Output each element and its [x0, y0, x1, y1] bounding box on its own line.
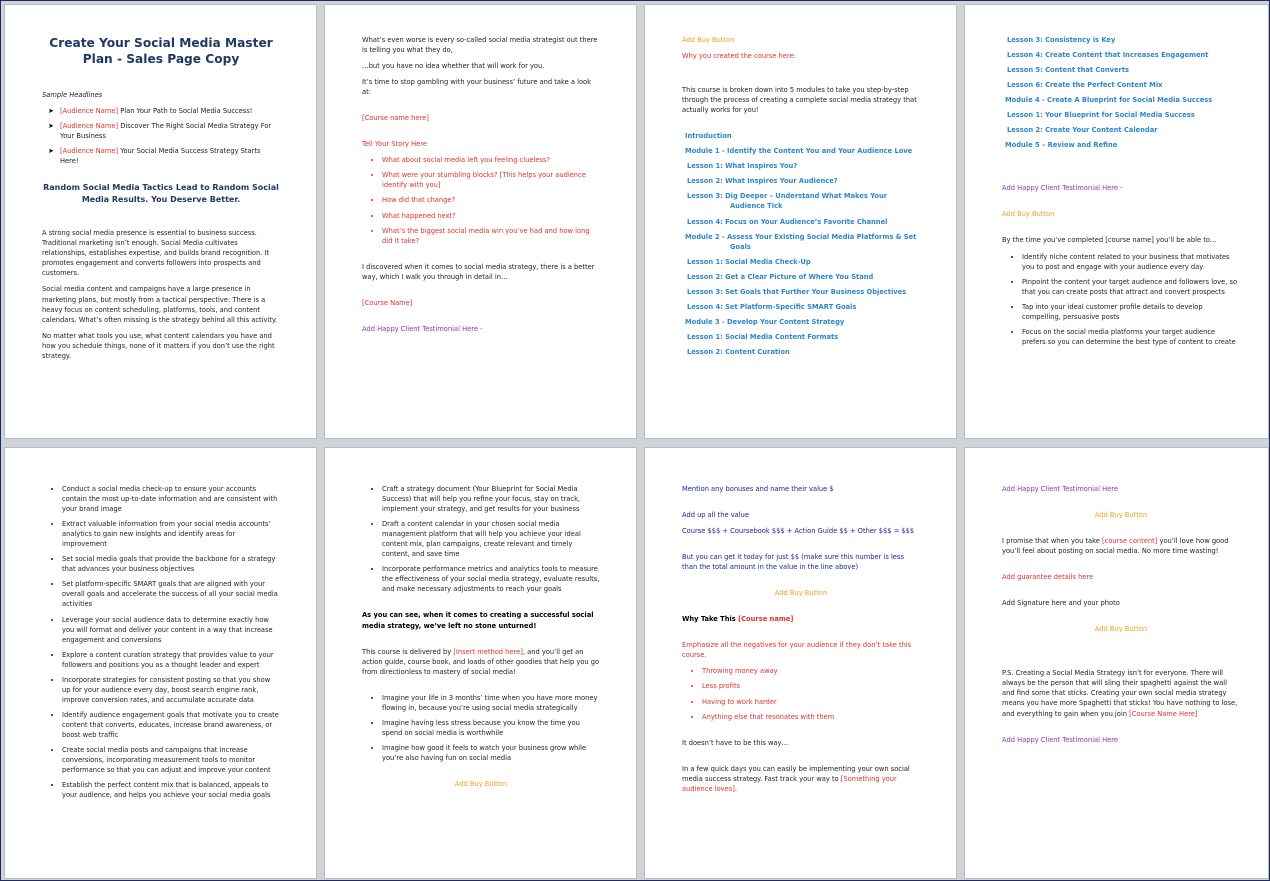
imagine-item: • Imagine how good it feels to watch your business grow while you’re also having fun on social media [382, 743, 600, 763]
outline-module: Module 3 - Develop Your Content Strategy [685, 317, 845, 326]
benefit-list [362, 484, 600, 594]
negatives-list [682, 666, 920, 721]
value-label: Add up all the value [682, 511, 749, 520]
outline-lesson: Lesson 4: Set Platform-Specific SMART Goals [687, 302, 857, 311]
negative-item: • Throwing money away [702, 666, 920, 676]
course-name-placeholder: [Course Name Here] [1129, 709, 1198, 718]
benefit-item: • Extract valuable information from your social media accounts’ analytics to gain new insights and identify areas for improvement [62, 519, 280, 549]
body-paragraph: It doesn’t have to be this way… [682, 738, 789, 747]
subheadline: Random Social Media Tactics Lead to Random Social Media Results. You Deserve Better. [43, 183, 279, 205]
audience-loves-placeholder: [Something your audience loves] [682, 774, 897, 793]
fast-track-text: In a few quick days you can easily be implementing your own social media success strategy. Fast track your way to [682, 764, 910, 783]
body-paragraph: It’s time to stop gambling with your business’ future and take a look at: [362, 78, 592, 97]
delivery-paragraph [362, 647, 600, 677]
buy-button-placeholder: Add Buy Button [1094, 625, 1148, 634]
outline-lesson: Lesson 2: Get a Clear Picture of Where You Stand [687, 272, 874, 281]
guarantee-placeholder: Add guarantee details here [1002, 573, 1094, 582]
benefit-item: • Conduct a social media check-up to ensure your accounts contain the most up-to-date information and are consistent with your brand image [62, 484, 280, 514]
outline-module: Module 4 - Create A Blueprint for Social Media Success [1005, 96, 1213, 105]
delivery-text: This course is delivered by [362, 647, 454, 656]
value-sum: Course $$$ + Coursebook $$$ + Action Guide $$ + Other $$$ = $$$ [682, 527, 915, 536]
story-item: • What happened next? [382, 211, 600, 221]
outline-lesson: Lesson 2: Content Curation [687, 347, 790, 356]
benefit-item: • Incorporate performance metrics and analytics tools to measure the effectiveness of your social media strategy, evaluate results, and make necessary adjustments to reach your goals [382, 564, 600, 594]
headline-item [48, 146, 280, 166]
benefit-item: • Tap into your ideal customer profile details to develop compelling, persuasive posts [1022, 302, 1240, 322]
body-paragraph: I discovered when it comes to social media strategy, there is a better way, which I walk you through in detail in… [362, 262, 595, 281]
page-6 [324, 447, 637, 879]
benefit-item: • Explore a content curation strategy that provides value to your followers and positions you as a thought leader and expert [62, 650, 280, 670]
outline-lesson: Lesson 3: Dig Deeper – Understand What Makes Your Audience Tick [687, 192, 888, 211]
arrow-icon: ➤ [48, 122, 54, 131]
body-paragraph: …but you have no idea whether that will work for you. [362, 62, 545, 71]
headline-text: Discover The Right Social Media Strategy For Your Business [60, 122, 272, 141]
benefit-item: • Set platform-specific SMART goals that are aligned with your overall goals and accelerate the success of all your social media activities [62, 579, 280, 609]
negative-item: • Less profits [702, 681, 920, 691]
body-paragraph: What’s even worse is every so-called social media strategist out there is telling you what they do, [362, 36, 598, 55]
negative-item: • Anything else that resonates with them [702, 712, 920, 722]
arrow-icon: ➤ [48, 147, 54, 156]
story-item: • What’s the biggest social media win you’ve had and how long did it take? [382, 226, 600, 246]
buy-button-placeholder: Add Buy Button [1094, 511, 1148, 520]
page-3 [644, 4, 957, 439]
page-8 [964, 447, 1269, 879]
promise-text: I promise that when you take [1002, 537, 1103, 546]
imagine-list [362, 693, 600, 763]
ps-text: P.S. Creating a Social Media Strategy isn’t for everyone. There will always be the person that will sling their spaghetti against the wall and find some that sticks. Creating your own social media strategy means you have more Spaghetti that sticks! You have nothing to lose, and everything to gain when you join [1002, 669, 1238, 718]
why-created-placeholder: Why you created the course here: [682, 52, 796, 61]
story-item: • How did that change? [382, 195, 600, 205]
story-list [362, 155, 600, 245]
benefit-item: • Create social media posts and campaigns that increase conversions, incorporating measurement tools to monitor performance so that you can adjust and improve your content [62, 745, 280, 775]
buy-button-placeholder: Add Buy Button [774, 589, 828, 598]
benefit-list [42, 484, 280, 800]
headline-text: Your Social Media Success Strategy Starts Here! [60, 147, 261, 166]
fast-track-paragraph [682, 764, 920, 794]
story-label: Tell Your Story Here [362, 140, 427, 149]
benefit-item: • Incorporate strategies for consistent posting so that you show up for your audience every day, boost search engine rank, improve conversion rates, and accumulate accurate data [62, 675, 280, 705]
buy-button-placeholder: Add Buy Button [1002, 210, 1055, 219]
fast-track-end: . [734, 784, 737, 793]
outline-lesson: Lesson 1: What Inspires You? [687, 162, 798, 171]
method-placeholder: [Insert method here] [453, 647, 523, 656]
course-content-placeholder: [course content] [1102, 537, 1158, 546]
body-paragraph: No matter what tools you use, what content calendars you have and how you schedule things, none of it matters if you don’t use the right strategy. [42, 331, 275, 360]
body-paragraph: By the time you’ve completed [course name] you’ll be able to… [1002, 236, 1217, 245]
audience-tag: [Audience Name] [60, 147, 119, 156]
signature-placeholder: Add Signature here and your photo [1002, 599, 1120, 608]
page-1 [4, 4, 317, 439]
headline-list [42, 106, 280, 166]
headline-text: Plan Your Path to Social Media Success! [118, 106, 253, 115]
headline-item [48, 106, 280, 116]
imagine-item: • Imagine having less stress because you know the time you spend on social media is worthwhile [382, 718, 600, 738]
page-7 [644, 447, 957, 879]
outline-lesson: Lesson 3: Set Goals that Further Your Business Objectives [687, 287, 907, 296]
page-2 [324, 4, 637, 439]
outline-module: Module 1 - Identify the Content You and Your Audience Love [685, 147, 913, 156]
course-name-placeholder: [Course name here] [362, 114, 429, 123]
course-name-placeholder: [Course Name] [362, 298, 413, 307]
why-take-heading [682, 614, 920, 624]
outline-lesson: Lesson 2: What Inspires Your Audience? [687, 177, 838, 186]
bold-statement: As you can see, when it comes to creating a successful social media strategy, we’ve left no stone unturned! [362, 611, 594, 630]
benefit-list [1002, 252, 1240, 347]
benefit-item: • Draft a content calendar in your chosen social media management platform that will help you achieve your ideal content mix, plan campaigns, create relevant and timely content, and save time [382, 519, 600, 559]
outline-lesson: Lesson 6: Create the Perfect Content Mix [1007, 81, 1163, 90]
emphasize-note: Emphasize all the negatives for your audience if they don’t take this course. [682, 641, 912, 660]
buy-button-placeholder: Add Buy Button [682, 36, 735, 44]
document-title: Create Your Social Media Master Plan - Sales Page Copy [49, 36, 273, 67]
arrow-icon: ➤ [48, 106, 54, 115]
outline-lesson: Lesson 3: Consistency is Key [1007, 36, 1116, 44]
testimonial-placeholder: Add Happy Client Testimonial Here [1002, 735, 1118, 744]
benefit-item: • Leverage your social audience data to determine exactly how you will format and deliver your content in a way that increase engagement and conversions [62, 615, 280, 645]
benefit-item: • Pinpoint the content your target audience and followers love, so that you can create posts that attract and convert prospects [1022, 277, 1240, 297]
audience-tag: [Audience Name] [60, 106, 119, 115]
buy-button-placeholder: Add Buy Button [454, 779, 508, 788]
outline-lesson: Lesson 4: Focus on Your Audience’s Favorite Channel [687, 217, 888, 226]
outline-lesson: Lesson 1: Social Media Check-Up [687, 257, 811, 266]
delivery-text: , and you’ll get an action guide, course book, and loads of other goodies that help you go from directionless to mastery of social media! [362, 647, 600, 676]
testimonial-placeholder: Add Happy Client Testimonial Here - [362, 324, 483, 333]
story-item: • What about social media left you feeling clueless? [382, 155, 600, 165]
benefit-item: • Establish the perfect content mix that is balanced, appeals to your audience, and helps you achieve your social media goals [62, 780, 280, 800]
price-line: But you can get it today for just $$ (make sure this number is less than the total amount in the value in the line above) [682, 553, 904, 572]
sample-headlines-label: Sample Headlines [42, 90, 103, 99]
promise-paragraph [1002, 536, 1240, 556]
headline-item [48, 121, 280, 141]
negative-item: • Having to work harder [702, 697, 920, 707]
testimonial-placeholder: Add Happy Client Testimonial Here - [1002, 184, 1123, 193]
body-paragraph: A strong social media presence is essential to business success. Traditional marketing isn’t enough. Social Media cultivates relationships, establishes expertise, and builds brand recognition. It promotes engagement and converts followers into prospects and customers. [42, 229, 270, 278]
story-item: • What were your stumbling blocks? [This helps your audience identify with you] [382, 170, 600, 190]
benefit-item: • Craft a strategy document (Your Blueprint for Social Media Success) that will help you refine your focus, stay on track, implement your strategy, and get results for your business [382, 484, 600, 514]
page-5 [4, 447, 317, 879]
imagine-item: • Imagine your life in 3 months’ time when you have more money flowing in, because you’re using social media strategically [382, 693, 600, 713]
course-name-placeholder: [Course name] [738, 615, 794, 624]
outline-lesson: Lesson 4: Create Content that Increases Engagement [1007, 51, 1209, 60]
page-4 [964, 4, 1269, 439]
bonuses-placeholder: Mention any bonuses and name their value $ [682, 485, 834, 493]
benefit-item: • Identify audience engagement goals that motivate you to create content that converts, educates, increase brand awareness, or boost web traffic [62, 710, 280, 740]
outline-module: Module 5 – Review and Refine [1005, 141, 1118, 150]
testimonial-placeholder: Add Happy Client Testimonial Here [1002, 485, 1118, 493]
promise-text: you’ll love how good you’ll feel about posting on social media. No more time wasting! [1002, 537, 1229, 556]
outline-lesson: Lesson 1: Social Media Content Formats [687, 332, 839, 341]
why-take-text: Why Take This [682, 615, 739, 624]
benefit-item: • Focus on the social media platforms your target audience prefers so you can determine the best type of content to create [1022, 327, 1240, 347]
benefit-item: • Set social media goals that provide the backbone for a strategy that advances your business objectives [62, 554, 280, 574]
outline-module: Introduction [685, 132, 732, 141]
outline-lesson: Lesson 5: Content that Converts [1007, 66, 1130, 75]
outline-lesson: Lesson 1: Your Blueprint for Social Media Success [1007, 111, 1195, 120]
audience-tag: [Audience Name] [60, 122, 119, 131]
body-paragraph: Social media content and campaigns have a large presence in marketing plans, but mostly from a tactical perspective: There is a heavy focus on content scheduling, platforms, tools, and content calendars. What’s often missing is the strategy behind all this activity. [42, 285, 278, 324]
ps-paragraph [1002, 668, 1240, 718]
outline-module: Module 2 - Assess Your Existing Social Media Platforms & Set Goals [685, 232, 917, 251]
benefit-item: • Identify niche content related to your business that motivates you to post and engage with your audience every day [1022, 252, 1240, 272]
body-paragraph: This course is broken down into 5 modules to take you step-by-step through the process of creating a complete social media strategy that actually works for you! [682, 86, 917, 115]
outline-lesson: Lesson 2: Create Your Content Calendar [1007, 126, 1158, 135]
